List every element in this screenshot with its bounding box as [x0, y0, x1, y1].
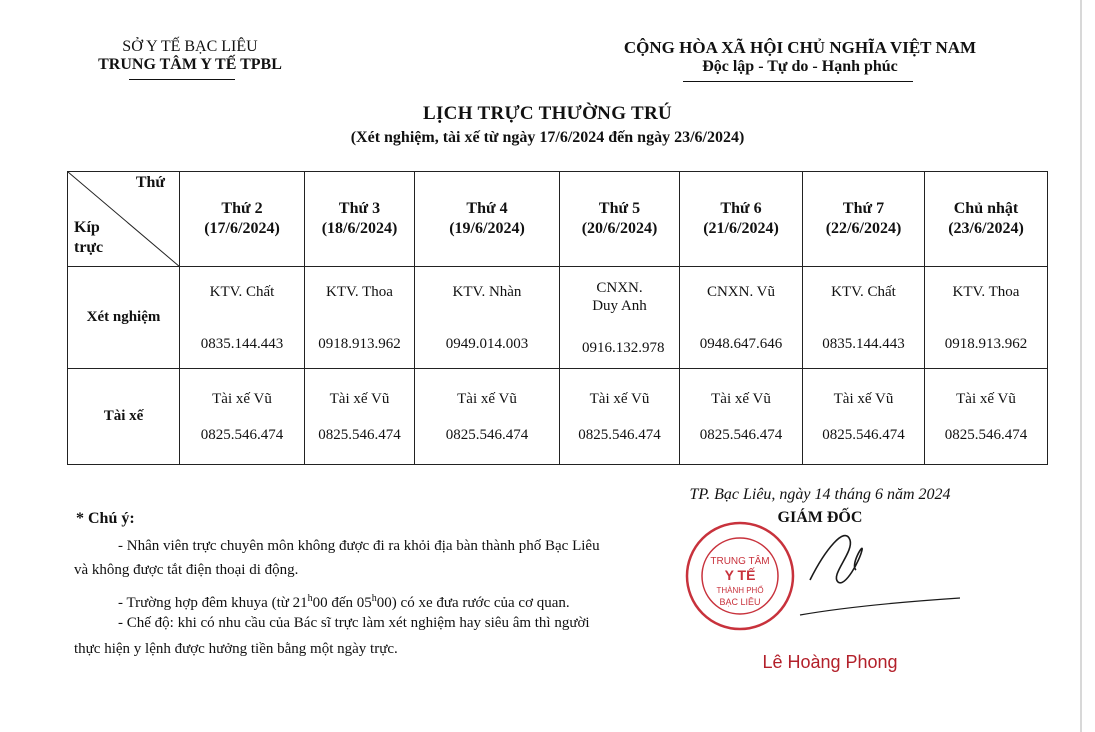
- day-date: (20/6/2024): [581, 220, 658, 237]
- header-left: [60, 38, 320, 74]
- staff-name: Tài xế Vũ: [457, 390, 517, 407]
- schedule-cell: [180, 267, 305, 369]
- staff-phone: 0825.546.474: [318, 426, 401, 443]
- organization-name: TRUNG TÂM Y TẾ TPBL: [98, 56, 282, 73]
- staff-phone: 0835.144.443: [200, 335, 284, 352]
- schedule-cell: [415, 369, 560, 465]
- day-name: Thứ 7: [842, 200, 885, 217]
- header-left-underline: [129, 79, 235, 80]
- schedule-cell: [925, 369, 1048, 465]
- staff-name: Tài xế Vũ: [833, 390, 894, 407]
- signer-name: Lê Hoàng Phong: [762, 652, 898, 672]
- note-text: 00 đến 05: [312, 595, 372, 611]
- day-name: Chủ nhật: [953, 200, 1019, 217]
- day-name: Thứ 3: [338, 200, 381, 217]
- staff-phone: 0918.913.962: [944, 335, 1028, 352]
- corner-day-label: Thứ: [135, 174, 165, 191]
- header-right-underline: [683, 81, 913, 82]
- staff-phone: 0948.647.646: [699, 335, 783, 352]
- day-date: (22/6/2024): [825, 220, 902, 237]
- schedule-cell: [803, 369, 925, 465]
- day-name: Thứ 2: [221, 200, 263, 217]
- day-header: [415, 172, 560, 267]
- note-line: thực hiện y lệnh được hưởng tiền bằng một ngày trực.: [74, 641, 398, 657]
- corner-shift-label-1: Kíp: [74, 219, 100, 236]
- table-row-driver: [68, 369, 1048, 465]
- row-label: Xét nghiệm: [68, 267, 180, 369]
- day-date: (17/6/2024): [204, 220, 280, 237]
- staff-phone: 0949.014.003: [445, 335, 529, 352]
- day-header: [680, 172, 803, 267]
- staff-name: CNXN. Vũ: [706, 283, 776, 300]
- day-date: (19/6/2024): [449, 220, 525, 237]
- day-header: [803, 172, 925, 267]
- staff-name: KTV. Thoa: [326, 283, 393, 300]
- note-line: - Nhân viên trực chuyên môn không được đi ra khỏi địa bàn thành phố Bạc Liêu: [118, 538, 600, 554]
- staff-name: KTV. Nhàn: [452, 283, 522, 300]
- day-name: Thứ 4: [466, 200, 508, 217]
- corner-shift-label: [74, 218, 103, 258]
- stamp-line3: THÀNH PHỐ: [716, 586, 764, 595]
- document-subtitle: (Xét nghiệm, tài xế từ ngày 17/6/2024 đến ngày 23/6/2024): [350, 129, 745, 146]
- row-label: Tài xế: [68, 369, 180, 465]
- staff-name: Tài xế Vũ: [956, 390, 1016, 407]
- staff-phone: 0918.913.962: [318, 335, 401, 352]
- staff-name: Tài xế Vũ: [329, 390, 390, 407]
- note-sup: h: [307, 593, 313, 604]
- day-header: [925, 172, 1048, 267]
- day-date: (18/6/2024): [321, 220, 398, 237]
- schedule-cell: [680, 369, 803, 465]
- schedule-cell: [305, 267, 415, 369]
- staff-name: KTV. Chất: [831, 283, 896, 300]
- stamp-line1: TRUNG TÂM: [710, 556, 770, 567]
- schedule-cell: [415, 267, 560, 369]
- day-header: [180, 172, 305, 267]
- staff-phone: 0825.546.474: [578, 426, 661, 443]
- day-header: [560, 172, 680, 267]
- schedule-cell: [560, 267, 680, 369]
- schedule-cell: [305, 369, 415, 465]
- staff-phone: 0825.546.474: [944, 426, 1028, 443]
- staff-phone: 0835.144.443: [822, 335, 905, 352]
- schedule-table: [67, 171, 1048, 465]
- staff-name: KTV. Chất: [209, 283, 275, 300]
- corner-shift-label-2: trực: [74, 239, 104, 256]
- note-text: 00) có xe đưa rước của cơ quan.: [376, 595, 570, 611]
- national-title: CỘNG HÒA XÃ HỘI CHỦ NGHĨA VIỆT NAM: [623, 38, 977, 57]
- table-header-row: [68, 172, 1048, 267]
- staff-phone: 0825.546.474: [445, 426, 529, 443]
- official-stamp-icon: [684, 520, 796, 632]
- stamp-line4: BẠC LIÊU: [719, 597, 761, 607]
- note-line: và không được tắt điện thoại di động.: [74, 562, 299, 578]
- schedule-cell: [680, 267, 803, 369]
- staff-name: CNXN. Duy Anh: [592, 279, 647, 314]
- note-line: [118, 589, 570, 613]
- staff-name: KTV. Thoa: [952, 283, 1020, 300]
- stamp-line2: Y TẾ: [724, 567, 756, 583]
- header-right: [560, 38, 1040, 76]
- note-line: - Chế độ: khi có nhu cầu của Bác sĩ trực làm xét nghiệm hay siêu âm thì người: [118, 615, 590, 631]
- staff-phone: 0825.546.474: [699, 426, 783, 443]
- table-row-lab: [68, 267, 1048, 369]
- national-motto: Độc lập - Tự do - Hạnh phúc: [702, 58, 898, 75]
- signature-title: GIÁM ĐỐC: [777, 509, 863, 526]
- staff-name: Tài xế Vũ: [589, 390, 650, 407]
- schedule-cell: [803, 267, 925, 369]
- schedule-cell: [180, 369, 305, 465]
- note-text: - Trường hợp đêm khuya (từ 21: [118, 595, 308, 611]
- schedule-cell: [925, 267, 1048, 369]
- staff-name: Tài xế Vũ: [711, 390, 771, 407]
- notes-title: * Chú ý:: [76, 510, 135, 527]
- staff-name: Tài xế Vũ: [212, 390, 272, 407]
- note-sup: h: [371, 593, 377, 604]
- staff-phone: 0825.546.474: [200, 426, 284, 443]
- day-date: (21/6/2024): [703, 220, 779, 237]
- document-title: LỊCH TRỰC THƯỜNG TRÚ: [423, 103, 672, 124]
- schedule-cell: [560, 369, 680, 465]
- staff-phone: 0825.546.474: [822, 426, 905, 443]
- staff-phone: 0916.132.978: [582, 339, 665, 356]
- day-header: [305, 172, 415, 267]
- handwritten-signature-icon: [790, 520, 970, 630]
- day-name: Thứ 5: [598, 200, 641, 217]
- day-name: Thứ 6: [720, 200, 762, 217]
- day-date: (23/6/2024): [948, 220, 1024, 237]
- signature-place-date: TP. Bạc Liêu, ngày 14 tháng 6 năm 2024: [689, 486, 951, 503]
- table-corner-cell: [68, 172, 180, 267]
- department-name: SỞ Y TẾ BẠC LIÊU: [122, 38, 258, 55]
